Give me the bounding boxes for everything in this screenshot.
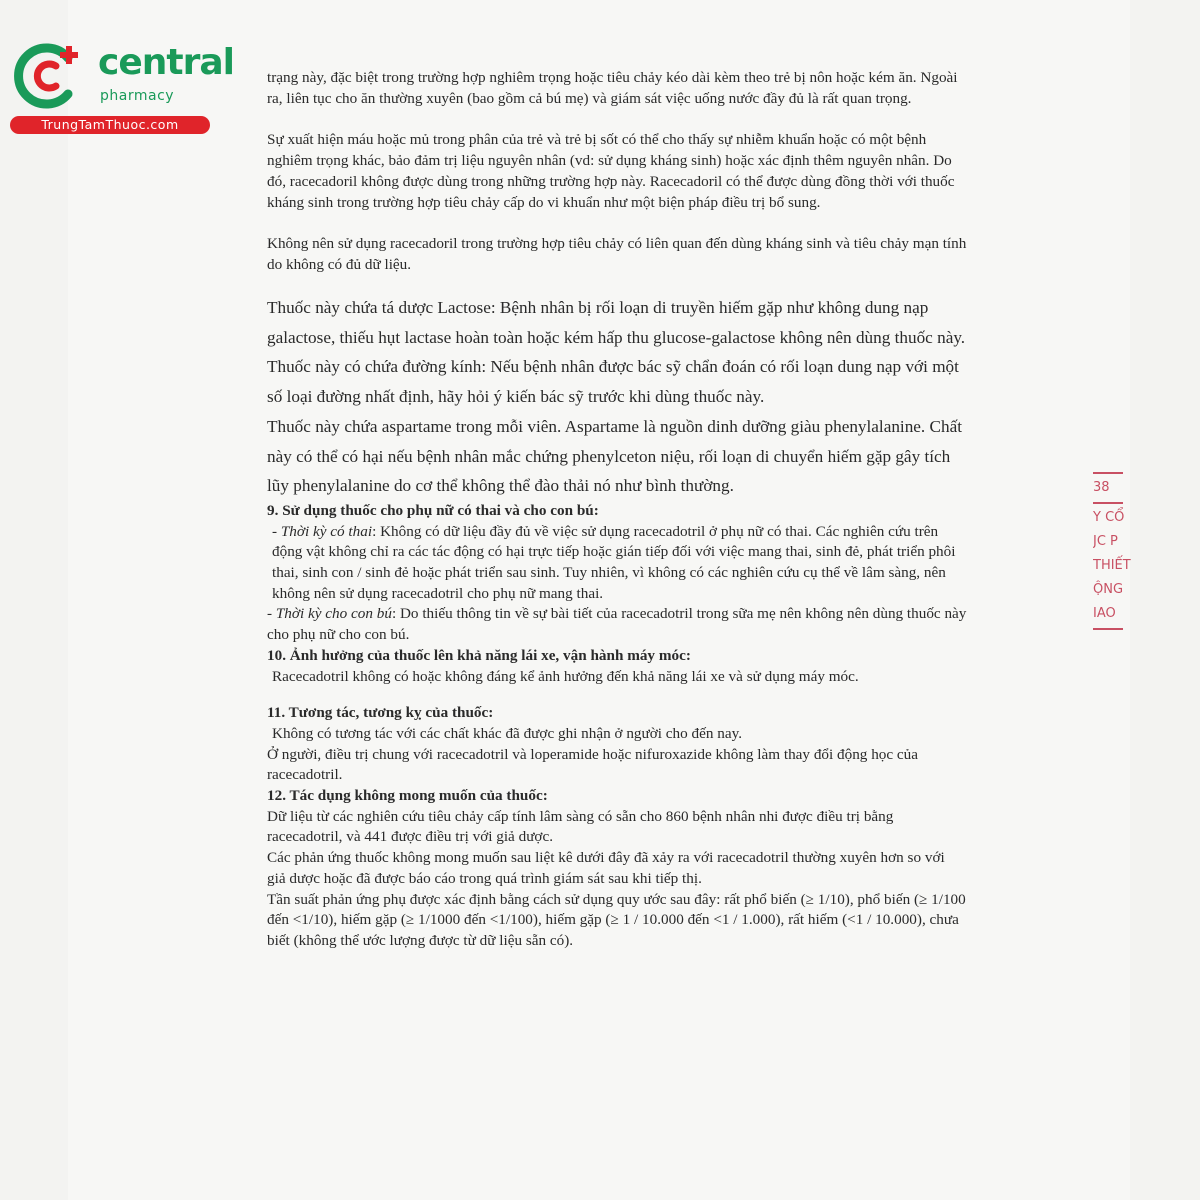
stamp-line: ỘNG bbox=[1093, 582, 1124, 597]
lactation-paragraph bbox=[267, 604, 967, 645]
section-heading: 12. Tác dụng không mong muốn của thuốc: bbox=[267, 787, 548, 805]
red-approval-stamp bbox=[1093, 470, 1133, 665]
section-12 bbox=[267, 786, 967, 952]
paragraph-antibiotic-diarrhea: Không nên sử dụng racecadoril trong trường hợp tiêu chảy có liên quan đến dùng kháng sinh và tiêu chảy mạn tính do không có đủ dữ liệu. bbox=[267, 235, 967, 273]
section-text: Ở người, điều trị chung với racecadotril và loperamide hoặc nifuroxazide không làm thay đổi động học của racecadotril. bbox=[267, 745, 918, 784]
paragraph-lactose: Thuốc này chứa tá dược Lactose: Bệnh nhân bị rối loạn di truyền hiếm gặp như không dung nạp galactose, thiếu hụt lactase hoàn toàn hoặc kém hấp thu glucose-galactose không nên dùng thuốc này. bbox=[267, 298, 966, 347]
logo-website-badge[interactable]: TrungTamThuoc.com bbox=[10, 116, 210, 134]
stamp-bar bbox=[1093, 502, 1123, 504]
section-text: Dữ liệu từ các nghiên cứu tiêu chảy cấp tính lâm sàng có sẵn cho 860 bệnh nhân nhi được điều trị bằng racecadotril, và 441 được điều trị với giả dược. bbox=[267, 807, 894, 846]
stamp-line: Y CỔ bbox=[1093, 510, 1125, 525]
stamp-line: IAO bbox=[1093, 606, 1116, 621]
lactation-text: : Do thiếu thông tin về sự bài tiết của racecadotril trong sữa mẹ nên không nên dùng thuốc này cho phụ nữ cho con bú. bbox=[267, 605, 967, 644]
logo-subtitle: pharmacy bbox=[100, 88, 175, 104]
stamp-bar bbox=[1093, 472, 1123, 474]
section-9 bbox=[267, 501, 967, 646]
document-body bbox=[267, 67, 967, 952]
pregnancy-text: : Không có dữ liệu đầy đủ về việc sử dụng racecadotril ở phụ nữ có thai. Các nghiên cứu trên động vật không chỉ ra các tác động có hại trực tiếp hoặc gián tiếp đối với việc mang thai, sinh đẻ, phát triển phôi thai, sinh con / sinh đẻ hoặc phát triển sau sinh. Tuy nhiên, vì không có các nghiên cứu cụ thể về lâm sàng, nên không nên sử dụng racecadotril cho phụ nữ mang thai. bbox=[272, 522, 956, 602]
logo-wordmark: central bbox=[98, 42, 234, 83]
central-pharmacy-logo[interactable] bbox=[10, 36, 234, 136]
paragraph-warning-continued: trạng này, đặc biệt trong trường hợp nghiêm trọng hoặc tiêu chảy kéo dài kèm theo trẻ bị nôn hoặc kém ăn. Ngoài ra, liên tục cho ăn thường xuyên (bao gồm cả bú mẹ) và giám sát việc uống nước đầy đủ là rất quan trọng. bbox=[267, 69, 958, 107]
section-heading: 11. Tương tác, tương kỵ của thuốc: bbox=[267, 704, 494, 722]
section-heading: 10. Ảnh hưởng của thuốc lên khả năng lái xe, vận hành máy móc: bbox=[267, 646, 691, 664]
section-heading: 9. Sử dụng thuốc cho phụ nữ có thai và cho con bú: bbox=[267, 501, 599, 519]
section-text: Các phản ứng thuốc không mong muốn sau liệt kê dưới đây đã xảy ra với racecadotril thường xuyên hơn so với giả dược hoặc đã được báo cáo trong quá trình giám sát sau khi tiếp thị. bbox=[267, 849, 945, 887]
pregnancy-label: - Thời kỳ có thai bbox=[272, 522, 373, 540]
pharmacy-cross-logo-icon bbox=[10, 36, 90, 116]
section-text: Không có tương tác với các chất khác đã được ghi nhận ở người cho đến nay. bbox=[272, 724, 742, 742]
paragraph-aspartame: Thuốc này chứa aspartame trong mỗi viên. Aspartame là nguồn dinh dưỡng giàu phenylalanine. Chất này có thể có hại nếu bệnh nhân mắc chứng phenylceton niệu, rối loạn di chuyển hiếm gặp gây tích lũy phenylalanine do cơ thể không thể đào thải nó như bình thường. bbox=[267, 416, 962, 496]
lactation-label: - Thời kỳ cho con bú bbox=[267, 605, 392, 623]
stamp-bar bbox=[1093, 628, 1123, 630]
stamp-line: THIẾT bbox=[1093, 558, 1131, 573]
section-text: Racecadotril không có hoặc không đáng kể ảnh hưởng đến khả năng lái xe và sử dụng máy móc. bbox=[272, 667, 859, 685]
stamp-line: JC P bbox=[1093, 534, 1118, 549]
section-11 bbox=[267, 703, 967, 786]
pregnancy-paragraph bbox=[267, 522, 967, 605]
section-text: Tần suất phản ứng phụ được xác định bằng cách sử dụng quy ước sau đây: rất phổ biến (≥ 1/10), phổ biến (≥ 1/100 đến <1/10), hiếm gặp (≥ 1/1000 đến <1/100), hiếm gặp (≥ 1 / 10.000 đến <1 / 1.000), rất hiếm (<1 / 10.000), chưa biết (không thể ước lượng được từ dữ liệu sẵn có). bbox=[267, 890, 966, 949]
stamp-line: 38 bbox=[1093, 480, 1110, 495]
section-10 bbox=[267, 646, 967, 687]
paragraph-sugar: Thuốc này có chứa đường kính: Nếu bệnh nhân được bác sỹ chẩn đoán có rối loạn dung nạp với một số loại đường nhất định, hãy hỏi ý kiến bác sỹ trước khi dùng thuốc này. bbox=[267, 357, 959, 407]
paragraph-blood-in-stool: Sự xuất hiện máu hoặc mủ trong phân của trẻ và trẻ bị sốt có thể cho thấy sự nhiễm khuẩn hoặc có một bệnh nghiêm trọng khác, bảo đảm trị liệu nguyên nhân (vd: sử dụng kháng sinh) hoặc xác định thêm nguyên nhân. Do đó, racecadoril không được dùng trong những trường hợp này. Racecadoril có thể được dùng đồng thời với thuốc kháng sinh trong trường hợp tiêu chảy cấp do vi khuẩn như một biện pháp điều trị bổ sung. bbox=[267, 131, 955, 211]
